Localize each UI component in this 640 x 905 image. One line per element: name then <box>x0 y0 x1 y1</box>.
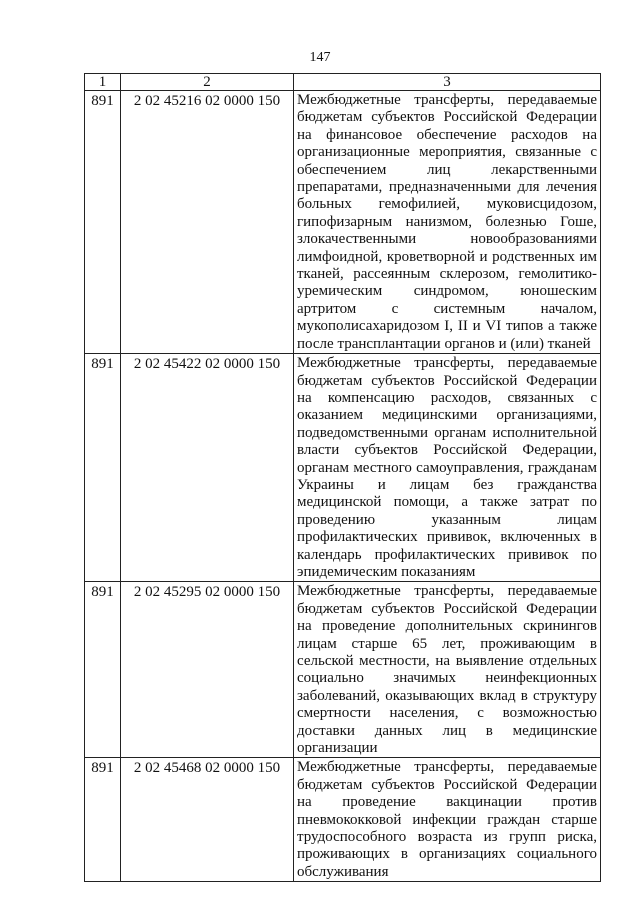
admin-code-cell: 891 <box>85 582 121 758</box>
column-header-1: 1 <box>85 74 121 91</box>
budget-code-cell: 2 02 45216 02 0000 150 <box>121 91 294 354</box>
admin-code-cell: 891 <box>85 758 121 882</box>
description-cell: Межбюджетные трансферты, передаваемые бюджетам субъектов Российской Федерации на проведение дополнительных скринингов лицам старше 65 лет, проживающим в сельской местности, на выявление отдельных социально значимых неинфекционных заболеваний, оказывающих вклад в структуру смертности населения, с возможностью доставки данных лиц в медицинские организации <box>294 582 601 758</box>
table-header-row <box>85 74 601 91</box>
table-row <box>85 582 601 758</box>
budget-codes-table <box>84 73 601 882</box>
page-number: 147 <box>309 50 331 65</box>
description-cell: Межбюджетные трансферты, передаваемые бюджетам субъектов Российской Федерации на компенсацию расходов, связанных с оказанием медицинскими организациями, подведомственными органам исполнительной власти субъектов Российской Федерации, органам местного самоуправления, гражданам Украины и лицам без гражданства медицинской помощи, а также затрат по проведению указанным лицам профилактических прививок, включенных в календарь профилактических прививок по эпидемическим показаниям <box>294 354 601 582</box>
description-cell: Межбюджетные трансферты, передаваемые бюджетам субъектов Российской Федерации на проведение вакцинации против пневмококковой инфекции граждан старше трудоспособного возраста из групп риска, проживающих в организациях социального обслуживания <box>294 758 601 882</box>
budget-code-cell: 2 02 45422 02 0000 150 <box>121 354 294 582</box>
column-header-3: 3 <box>294 74 601 91</box>
table-row <box>85 758 601 882</box>
table-row <box>85 354 601 582</box>
column-header-2: 2 <box>121 74 294 91</box>
budget-code-cell: 2 02 45295 02 0000 150 <box>121 582 294 758</box>
admin-code-cell: 891 <box>85 354 121 582</box>
description-cell: Межбюджетные трансферты, передаваемые бюджетам субъектов Российской Федерации на финансовое обеспечение расходов на организационные мероприятия, связанные с обеспечением лиц лекарственными препаратами, предназначенными для лечения больных гемофилией, муковисцидозом, гипофизарным нанизмом, болезнью Гоше, злокачественными новообразованиями лимфоидной, кроветворной и родственных им тканей, рассеянным склерозом, гемолитико-уремическим синдромом, юношеским артритом с системным началом, мукополисахаридозом I, II и VI типов а также после трансплантации органов и (или) тканей <box>294 91 601 354</box>
budget-code-cell: 2 02 45468 02 0000 150 <box>121 758 294 882</box>
table-row <box>85 91 601 354</box>
admin-code-cell: 891 <box>85 91 121 354</box>
